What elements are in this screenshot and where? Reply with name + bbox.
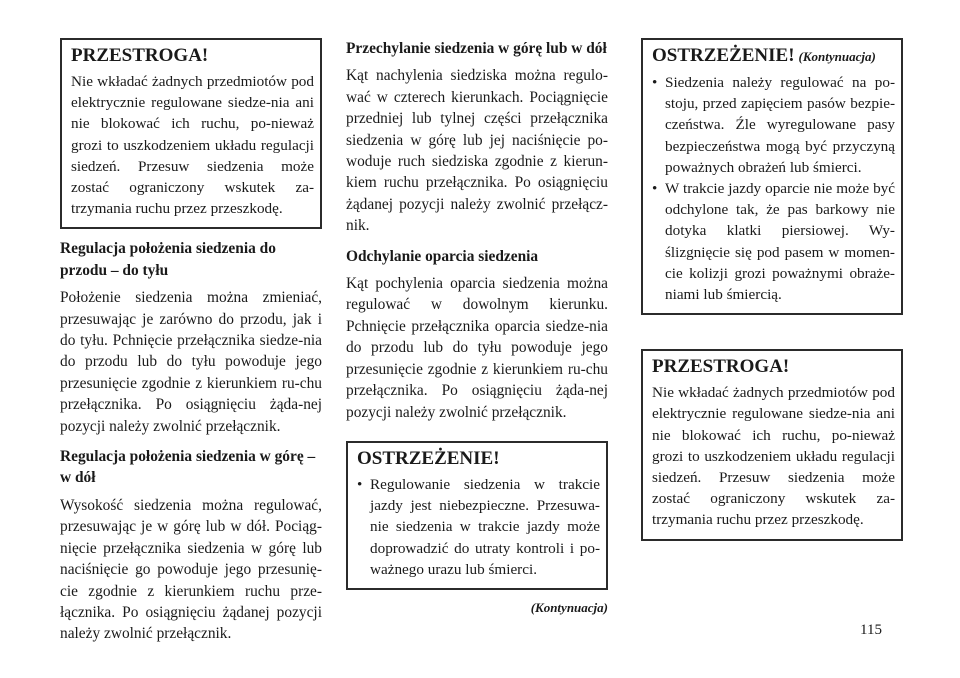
column-middle — [346, 38, 608, 616]
continued-tag: (Kontynuacja) — [798, 49, 876, 64]
column-left — [60, 38, 322, 645]
section-heading-recline: Odchylanie oparcia siedzenia — [346, 247, 539, 265]
section-heading-fore-aft: Regulacja położenia siedzenia do przodu – do tyłu — [60, 240, 276, 279]
bullet-icon: • — [652, 74, 658, 91]
warning-title: OSTRZEŻENIE! — [357, 447, 500, 469]
caution-title: PRZESTROGA! — [71, 45, 209, 66]
warning-list-item: • W trakcie jazdy oparcie nie może być odchylone tak, że pas barkowy nie dotyka klatki piersiowej. Wy-ślizgnięcie się pod pasem w momen-cie kolizji grozi poważnymi obraże-niami lub śmiercią. — [652, 180, 895, 304]
section-heading-up-down: Regulacja położenia siedzenia w górę – w dół — [60, 448, 316, 487]
warning-title-continued: OSTRZEŻENIE! (Kontynuacja) — [652, 45, 876, 66]
warning-list — [357, 474, 600, 580]
section-text-up-down: Wysokość siedzenia można regulować, przesuwając je w górę lub w dół. Pociąg-nięcie przełącznika siedzenia w górę lub naciśnięcie go powoduje jego przesunię-cie zgodnie z kierunkiem ruchu prze-łącznika. Po osiągnięciu żądanej pozycji należy zwolnić przełącznik. — [60, 496, 322, 643]
column-right — [641, 38, 903, 541]
warning-box — [346, 441, 608, 590]
caution-box — [641, 349, 903, 540]
caution-title: PRZESTROGA! — [652, 356, 790, 378]
bullet-icon: • — [652, 180, 658, 198]
section-heading-tilt: Przechylanie siedzenia w górę lub w dół — [346, 40, 607, 57]
caution-text: Nie wkładać żadnych przedmiotów pod elektrycznie regulowane siedze-nia ani nie blokować ich ruchu, po-nieważ grozi to uszkodzeniem układu regulacji siedzeń. Przesuw siedzenia może zostać ograniczony wskutek za-trzymania ruchu przez przeszkodę. — [71, 73, 314, 218]
section-text-tilt: Kąt nachylenia siedziska można regulo-wać w czterech kierunkach. Pociągnięcie przedniej lub tylnej części przełącznika siedzenia w górę lub jej naciśnięcie po-woduje ruch siedziska zgodnie z kierun-kiem ruchu przełącznika. Po osiągnięciu żądanej pozycji należy zwolnić przełącz-nik. — [346, 67, 608, 235]
caution-text: Nie wkładać żadnych przedmiotów pod elektrycznie regulowane siedze-nia ani nie blokować ich ruchu, po-nieważ grozi to uszkodzeniem układu regulacji siedzeń. Przesuw siedzenia może zostać ograniczony wskutek za-trzymania ruchu przez przeszkodę. — [652, 384, 895, 529]
continued-label: (Kontynuacja) — [530, 599, 608, 615]
warning-list — [652, 72, 895, 305]
section-text-fore-aft: Położenie siedzenia można zmieniać, przesuwając je zarówno do przodu, jak i do tyłu. Pchnięcie przełącznika siedze-nia do przodu lub do tyłu powoduje jego przesunięcie zgodnie z kierunkiem ru-chu przełącznika. Po osiągnięciu żąda-nej pozycji należy zwolnić przełącznik. — [60, 289, 322, 435]
bullet-icon: • — [357, 475, 363, 493]
warning-box-continued — [641, 38, 903, 315]
page-number: 115 — [860, 622, 882, 638]
section-text-recline: Kąt pochylenia oparcia siedzenia można regulować w dowolnym kierunku. Pchnięcie przełącznika oparcia siedze-nia do przodu lub do tyłu powoduje jego przesunięcie zgodnie z kierunkiem ru-chu przełącznika. Po osiągnięciu żąda-nej pozycji należy zwolnić przełącznik. — [346, 275, 608, 421]
caution-box — [60, 38, 322, 229]
warning-list-item: • Regulowanie siedzenia w trakcie jazdy jest niebezpieczne. Przesuwa-nie siedzenia w trakcie jazdy może doprowadzić do utraty kontroli i po-ważnego urazu lub śmierci. — [357, 475, 600, 578]
warning-list-item: • Siedzenia należy regulować na po-stoju, przed zapięciem pasów bezpie-czeństwa. Źle wyregulowane pasy bezpieczeństwa mogą być przyczyną poważnych obrażeń lub śmierci. — [652, 74, 895, 176]
